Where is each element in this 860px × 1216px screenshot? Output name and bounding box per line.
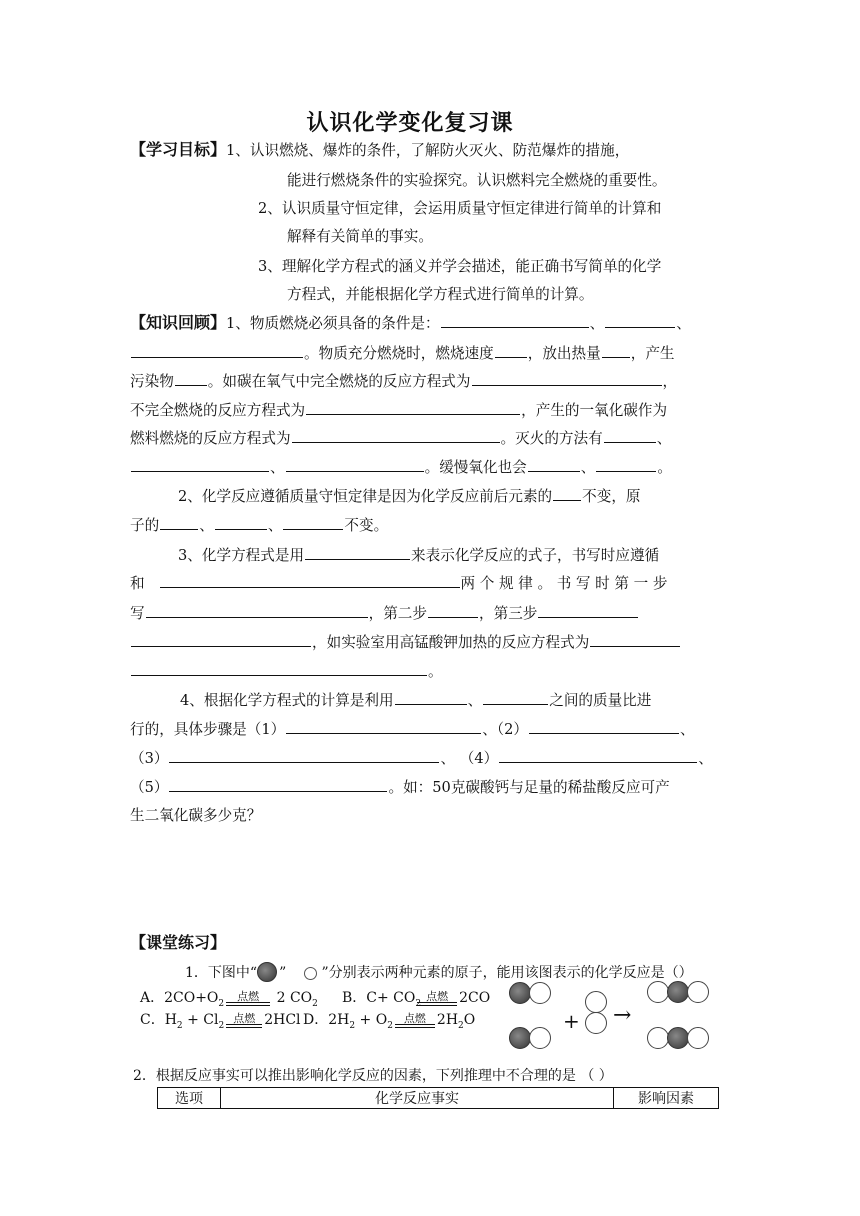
light-atom-icon — [304, 967, 317, 980]
page-title: 认识化学变化复习课 — [306, 110, 514, 136]
answer-blank[interactable] — [292, 428, 500, 443]
answer-blank[interactable] — [590, 632, 680, 647]
goal-2a: 2、认识质量守恒定律，会运用质量守恒定律进行简单的计算和 — [258, 200, 662, 217]
option-c[interactable]: C．$H_2 + Cl_2$ 点燃 2HCl — [140, 1011, 301, 1031]
review-p4-line-5: 生二氧化碳多少克？ — [130, 807, 262, 824]
answer-blank[interactable] — [131, 632, 311, 647]
answer-blank[interactable] — [602, 343, 630, 358]
answer-blank[interactable] — [538, 603, 638, 618]
answer-blank[interactable] — [160, 573, 460, 588]
reaction-factors-table — [157, 1087, 719, 1109]
review-p3-line-5: 。 — [130, 661, 443, 682]
answer-blank[interactable] — [286, 457, 424, 472]
answer-blank[interactable] — [528, 457, 580, 472]
answer-blank[interactable] — [131, 343, 303, 358]
answer-blank[interactable] — [175, 371, 207, 386]
review-p2-line-1: 2、化学反应遵循质量守恒定律是因为化学反应前后元素的 不变，原 — [178, 488, 641, 505]
answer-blank[interactable] — [131, 457, 269, 472]
dark-atom-icon — [667, 981, 689, 1003]
answer-blank[interactable] — [441, 313, 589, 328]
answer-blank[interactable] — [472, 371, 662, 386]
practice-label: 【课堂练习】 — [130, 933, 227, 952]
reaction-condition: 点燃 — [395, 1013, 435, 1028]
goal-3a: 3、理解化学方程式的涵义并学会描述，能正确书写简单的化学 — [258, 258, 662, 275]
review-p4-line-3: （3） 、 （4） 、 — [130, 750, 713, 767]
goals-line-1 — [130, 140, 629, 161]
answer-blank[interactable] — [160, 515, 198, 530]
answer-blank[interactable] — [605, 313, 675, 328]
review-p3-line-3: 写 ，第二步 ，第三步 — [130, 603, 639, 624]
reaction-condition: 点燃 — [226, 1013, 262, 1028]
answer-blank[interactable] — [596, 457, 656, 472]
table-header-cell: 选项 — [158, 1088, 221, 1109]
goal-1a: 1、认识燃烧、爆炸的条件，了解防火灭火、防范爆炸的措施， — [226, 142, 630, 159]
reaction-condition: 点燃 — [226, 991, 270, 1006]
reaction-condition: 点燃 — [417, 991, 457, 1006]
light-atom-icon — [585, 991, 607, 1013]
answer-blank[interactable] — [604, 428, 656, 443]
answer-blank[interactable] — [553, 486, 581, 501]
review-p4-line-1: 4、根据化学方程式的计算是利用 、 之间的质量比进 — [180, 692, 652, 709]
table-header-row — [158, 1088, 719, 1109]
answer-blank[interactable] — [169, 748, 439, 763]
answer-blank[interactable] — [286, 719, 481, 734]
review-line-6: 、 。缓慢氧化也会 、 。 — [130, 457, 672, 478]
answer-blank[interactable] — [495, 343, 527, 358]
answer-blank[interactable] — [483, 690, 548, 705]
dark-atom-icon — [667, 1027, 689, 1049]
review-label: 【知识回顾】 — [130, 313, 227, 332]
review-p4-line-4: （5） 。如：50克碳酸钙与足量的稀盐酸反应可产 — [130, 779, 670, 796]
review-p4-line-2: 行的，具体步骤是（1） 、（2） 、 — [130, 721, 695, 738]
option-d[interactable]: D．$2H_2 + O_2$ 点燃 $2H_2O$ — [303, 1011, 476, 1031]
dark-atom-icon — [257, 962, 277, 982]
answer-blank[interactable] — [305, 545, 410, 560]
answer-blank[interactable] — [215, 515, 267, 530]
light-atom-icon — [529, 982, 551, 1004]
review-line-1: 【知识回顾】1、物质燃烧必须具备的条件是： 、 、 — [130, 313, 691, 332]
goal-2b: 解释有关简单的事实。 — [287, 228, 433, 245]
review-line-4: 不完全燃烧的反应方程式为 ，产生的一氧化碳作为 — [130, 402, 668, 419]
dark-atom-legend — [257, 963, 279, 983]
light-atom-icon — [687, 981, 709, 1003]
review-p3-line-2: 和 两 个 规 律 。 书 写 时 第 一 步 — [130, 575, 668, 592]
answer-blank[interactable] — [529, 719, 679, 734]
table-header-cell: 化学反应事实 — [221, 1088, 614, 1109]
answer-blank[interactable] — [499, 748, 697, 763]
light-atom-icon — [647, 1027, 669, 1049]
review-line-5: 燃料燃烧的反应方程式为 。灭火的方法有 、 — [130, 430, 672, 447]
dark-atom-icon — [509, 982, 531, 1004]
goals-label: 【学习目标】 — [130, 140, 227, 159]
question-2: 2．根据反应事实可以推出影响化学反应的因素，下列推理中不合理的是 （ ） — [133, 1068, 613, 1084]
table-header-cell: 影响因素 — [614, 1088, 719, 1109]
goal-3b: 方程式，并能根据化学方程式进行简单的计算。 — [287, 286, 594, 303]
review-line-3: 污染物 。如碳在氧气中完全燃烧的反应方程式为 ， — [130, 373, 678, 390]
reaction-arrow: → — [613, 1003, 632, 1028]
answer-blank[interactable] — [131, 661, 427, 676]
answer-blank[interactable] — [169, 777, 387, 792]
dark-atom-icon — [509, 1027, 531, 1049]
light-atom-icon — [687, 1027, 709, 1049]
answer-blank[interactable] — [306, 400, 520, 415]
light-atom-icon — [647, 981, 669, 1003]
light-atom-icon — [529, 1027, 551, 1049]
answer-blank[interactable] — [395, 690, 467, 705]
review-p2-line-2: 子的 、 、 不变。 — [130, 517, 389, 534]
review-p3-line-1: 3、化学方程式是用 来表示化学反应的式子，书写时应遵循 — [178, 547, 660, 564]
answer-blank[interactable] — [146, 603, 368, 618]
light-atom-icon — [585, 1012, 607, 1034]
review-line-2: 。物质充分燃烧时，燃烧速度 ，放出热量 ，产生 — [130, 343, 675, 364]
option-b[interactable]: B．$C+ CO_2$ 点燃 2CO — [342, 989, 491, 1009]
answer-blank[interactable] — [428, 603, 478, 618]
reaction-diagram — [505, 975, 735, 1063]
plus-sign: + — [563, 1009, 580, 1033]
answer-blank[interactable] — [283, 515, 343, 530]
review-p3-line-4: ，如实验室用高锰酸钾加热的反应方程式为 — [130, 632, 681, 653]
goal-1b: 能进行燃烧条件的实验探究。认识燃料完全燃烧的重要性。 — [287, 172, 667, 189]
option-a[interactable]: A．$2CO+O_2$ 点燃 2 $CO_2$ — [140, 989, 318, 1009]
question-1: 1．下图中“ ” ”分别表示两种元素的原子，能用该图表示的化学反应是（） — [185, 963, 693, 983]
